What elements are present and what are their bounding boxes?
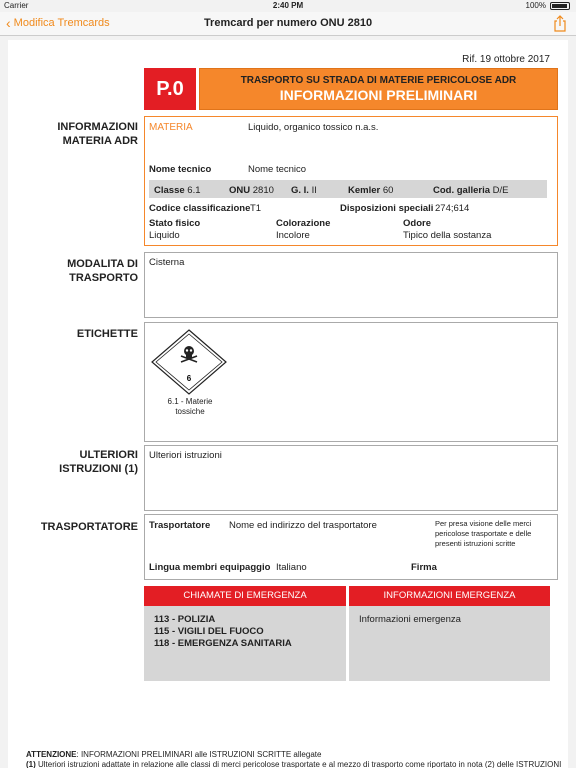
trasportatore-value[interactable]: Nome ed indirizzo del trasportatore — [229, 520, 377, 531]
disposizioni-label: Disposizioni speciali — [340, 203, 434, 214]
codice-label: Codice classificazione — [149, 203, 251, 214]
section-label-modalita — [67, 257, 138, 285]
note-line: Per presa visione delle merci — [435, 519, 532, 528]
attenzione-label: ATTENZIONE — [26, 750, 77, 759]
chevron-left-icon: ‹ — [6, 15, 11, 31]
hazard-label-6-1[interactable] — [151, 329, 227, 395]
codice-value: T1 — [250, 203, 262, 214]
section-label-trasportatore — [41, 520, 138, 534]
gi-label: G. I. — [291, 185, 309, 196]
caption-line: tossiche — [175, 407, 205, 416]
materia-box — [144, 116, 558, 246]
stato-value[interactable]: Liquido — [149, 230, 180, 241]
tremcard-page — [8, 40, 568, 768]
informazioni-emergenza-value: Informazioni emergenza — [359, 614, 461, 625]
modalita-value: Cisterna — [149, 257, 185, 268]
section-label-line: ETICHETTE — [76, 328, 138, 340]
emergency-number-sanitaria[interactable]: 118 - EMERGENZA SANITARIA — [154, 638, 292, 649]
trasportatore-box — [144, 514, 558, 580]
hazard-class-number: 6 — [186, 374, 192, 383]
note-marker: (1) — [26, 760, 36, 768]
galleria-field — [433, 185, 509, 196]
materia-label: MATERIA — [149, 122, 193, 133]
attenzione-text: : INFORMAZIONI PRELIMINARI alle ISTRUZIONI SCRITTE allegate — [76, 750, 322, 759]
emergency-number-polizia[interactable]: 113 - POLIZIA — [154, 614, 216, 625]
modalita-box[interactable] — [144, 252, 558, 318]
colorazione-label: Colorazione — [276, 218, 331, 229]
colorazione-value[interactable]: Incolore — [276, 230, 310, 241]
section-label-line: INFORMAZIONI — [57, 121, 138, 133]
informazioni-emergenza-header: INFORMAZIONI EMERGENZA — [349, 586, 550, 606]
section-label-line: ISTRUZIONI (1) — [59, 463, 138, 475]
battery-percent: 100% — [525, 1, 546, 10]
ulteriori-value: Ulteriori istruzioni — [149, 450, 222, 461]
caption-line: 6.1 - Materie — [167, 397, 213, 406]
section-label-line: TRASPORTO — [69, 272, 138, 284]
lingua-label: Lingua membri equipaggio — [149, 562, 271, 573]
onu-value: 2810 — [252, 185, 274, 196]
page-header — [144, 68, 558, 110]
emergency-number-vigili-fuoco[interactable]: 115 - VIGILI DEL FUOCO — [154, 626, 264, 637]
section-label-line: ULTERIORI — [79, 449, 138, 461]
trasportatore-label: Trasportatore — [149, 520, 211, 531]
galleria-value: D/E — [492, 185, 509, 196]
note-line: pericolose trasportate e delle — [435, 529, 532, 538]
footer-notes — [26, 750, 566, 768]
informazioni-emergenza-body[interactable] — [349, 606, 550, 681]
note-text: Ulteriori istruzioni adattate in relazione alle classi di merci pericolose trasportate e al mezzo di trasporto come riportato in nota (2) delle ISTRUZIONI — [35, 760, 562, 768]
battery-icon — [550, 2, 570, 10]
nome-tecnico-label: Nome tecnico — [149, 164, 212, 175]
kemler-value: 60 — [382, 185, 394, 196]
gi-value: II — [311, 185, 317, 196]
onu-label: ONU — [229, 185, 251, 196]
section-label-line: TRASPORTATORE — [40, 521, 138, 533]
section-label-etichette — [77, 327, 138, 341]
header-title-box — [199, 68, 558, 110]
nav-title: Tremcard per numero ONU 2810 — [203, 17, 373, 29]
classe-field — [154, 185, 201, 196]
note-line: presenti istruzioni scritte — [435, 539, 516, 548]
odore-label: Odore — [403, 218, 431, 229]
ulteriori-box[interactable] — [144, 445, 558, 511]
section-label-line: MODALITA DI — [67, 258, 138, 270]
nome-tecnico-value[interactable]: Nome tecnico — [248, 164, 307, 175]
section-code: P.0 — [144, 68, 196, 110]
lingua-value[interactable]: Italiano — [276, 562, 307, 573]
etichette-box — [144, 322, 558, 442]
clock: 2:40 PM — [272, 1, 304, 10]
firma-label: Firma — [411, 562, 437, 573]
chiamate-emergenza-list — [144, 606, 346, 681]
navigation-bar — [0, 12, 576, 36]
disposizioni-value: 274;614 — [435, 203, 470, 214]
hazard-label-caption — [151, 397, 229, 417]
stato-label: Stato fisico — [149, 218, 201, 229]
presa-visione-note — [435, 519, 531, 549]
back-button-label: Modifica Tremcards — [13, 17, 110, 29]
classe-value: 6.1 — [187, 185, 201, 196]
kemler-field — [348, 185, 393, 196]
attenzione-line — [26, 750, 566, 760]
chiamate-emergenza-header: CHIAMATE DI EMERGENZA — [144, 586, 346, 606]
reference-date: Rif. 19 ottobre 2017 — [462, 54, 550, 65]
kemler-label: Kemler — [348, 185, 381, 196]
header-line-2: INFORMAZIONI PRELIMINARI — [279, 87, 478, 103]
section-label-ulteriori — [59, 448, 138, 476]
carrier-label: Carrier — [4, 1, 29, 10]
gi-field — [291, 185, 317, 196]
section-label-materia — [57, 120, 138, 148]
note-1-line — [26, 760, 566, 768]
status-bar — [0, 0, 576, 12]
section-label-line: MATERIA ADR — [62, 135, 138, 147]
classe-label: Classe — [154, 185, 185, 196]
materia-value[interactable]: Liquido, organico tossico n.a.s. — [248, 122, 379, 133]
odore-value[interactable]: Tipico della sostanza — [403, 230, 492, 241]
galleria-label: Cod. galleria — [433, 185, 491, 196]
header-line-1: TRASPORTO SU STRADA DI MATERIE PERICOLOSE ADR — [240, 75, 517, 86]
onu-field — [229, 185, 274, 196]
share-icon[interactable] — [552, 15, 568, 32]
